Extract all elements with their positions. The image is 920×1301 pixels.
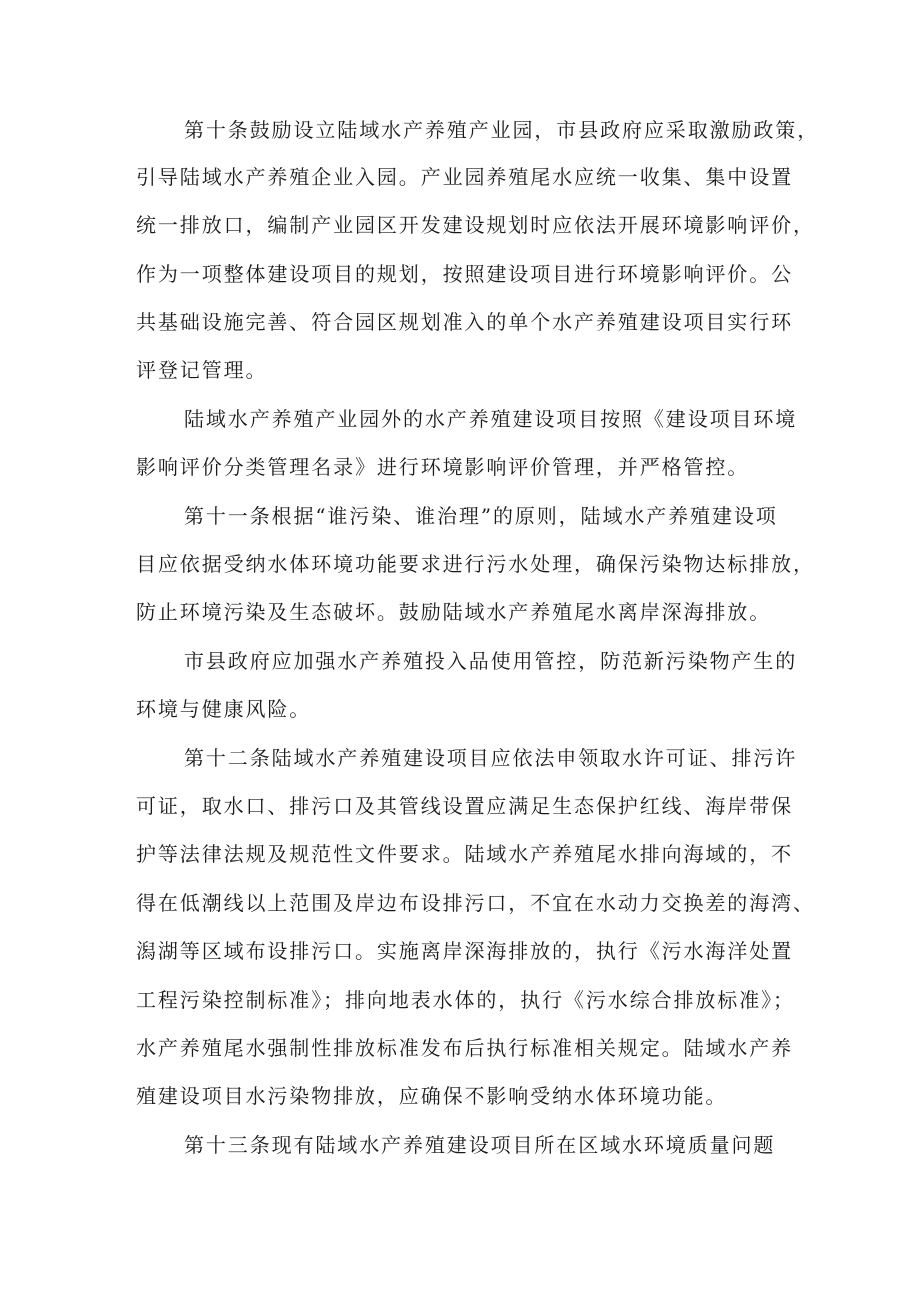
text-line: 护等法律法规及规范性文件要求。陆域水产养殖尾水排向海域的，不 [136, 842, 793, 866]
text-line: 工程污染控制标准》；排向地表水体的，执行《污水综合排放标准》； [136, 988, 795, 1012]
text-line: 引导陆域水产养殖企业入园。产业园养殖尾水应统一收集、集中设置 [136, 165, 793, 189]
text-line: 第十三条现有陆域水产养殖建设项目所在区域水环境质量问题 [184, 1133, 776, 1157]
text-line: 防止环境污染及生态破坏。鼓励陆域水产养殖尾水离岸深海排放。 [136, 600, 772, 624]
text-line: 得在低潮线以上范围及岸边布设排污口，不宜在水动力交换差的海湾、 [136, 891, 815, 915]
text-line: 水产养殖尾水强制性排放标准发布后执行标准相关规定。陆域水产养 [136, 1036, 793, 1060]
text-line: 评登记管理。 [136, 358, 268, 382]
text-line: 作为一项整体建设项目的规划，按照建设项目进行环境影响评价。公 [136, 262, 793, 286]
text-line: 影响评价分类管理名录》进行环境影响评价管理，并严格管控。 [136, 455, 750, 479]
text-line: 可证，取水口、排污口及其管线设置应满足生态保护红线、海岸带保 [136, 794, 793, 818]
text-line: 共基础设施完善、符合园区规划准入的单个水产养殖建设项目实行环 [136, 310, 793, 334]
text-line: 殖建设项目水污染物排放，应确保不影响受纳水体环境功能。 [136, 1084, 728, 1108]
text-line: 陆域水产养殖产业园外的水产养殖建设项目按照《建设项目环境 [184, 407, 798, 431]
text-line: 环境与健康风险。 [136, 697, 312, 721]
text-line: 市县政府应加强水产养殖投入品使用管控，防范新污染物产生的 [184, 649, 798, 673]
text-line: 潟湖等区域布设排污口。实施离岸深海排放的，执行《污水海洋处置 [136, 939, 793, 963]
text-line: 第十一条根据“谁污染、谁治理”的原则，陆域水产养殖建设项 [184, 504, 778, 528]
text-line: 目应依据受纳水体环境功能要求进行污水处理，确保污染物达标排放， [136, 552, 815, 576]
text-line: 第十二条陆域水产养殖建设项目应依法申领取水许可证、排污许 [184, 746, 798, 770]
text-line: 统一排放口，编制产业园区开发建设规划时应依法开展环境影响评价， [136, 213, 815, 237]
text-line: 第十条鼓励设立陆域水产养殖产业园，市县政府应采取激励政策， [184, 118, 820, 142]
